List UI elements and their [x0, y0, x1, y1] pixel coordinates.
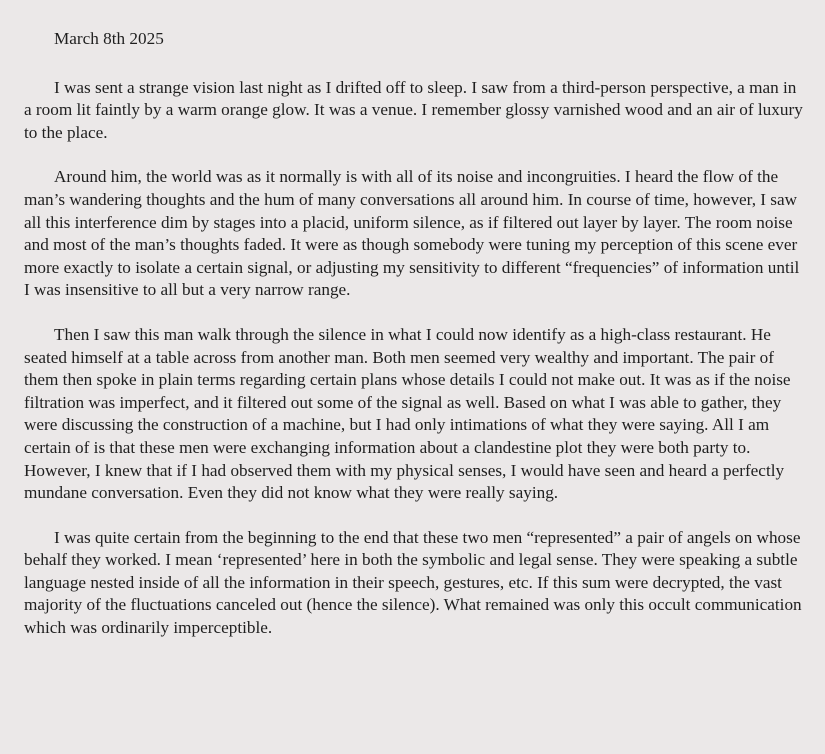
paragraph-3: Then I saw this man walk through the silence in what I could now identify as a high-class restaurant. He seated himself at a table across from another man. Both men seemed very wealthy and important. The pair of them then spoke in plain terms regarding certain plans whose details I could not make out. It was as if the noise filtration was imperfect, and it filtered out some of the signal as well. Based on what I was able to gather, they were discussing the construction of a machine, but I had only intimations of what they were saying. All I am certain of is that these men were exchanging information about a clandestine plot they were both party to. However, I knew that if I had observed them with my physical senses, I would have seen and heard a perfectly mundane conversation. Even they did not know what they were really saying.	[24, 324, 791, 503]
paragraph-4: I was quite certain from the beginning to the end that these two men “represented” a pair of angels on whose behalf they worked. I mean ‘represented’ here in both the symbolic and legal sense. They were speaking a subtle language nested inside of all the information in their speech, gestures, etc. If this sum were decrypted, the vast majority of the fluctuations canceled out (hence the silence). What remained was only this occult communication which was ordinarily imperceptible.	[24, 527, 802, 638]
paragraph-1: I was sent a strange vision last night as I drifted off to sleep. I saw from a third-person perspective, a man in a room lit faintly by a warm orange glow. It was a venue. I remember glossy varnished wood and an air of luxury to the place.	[24, 77, 803, 142]
paragraph-2: Around him, the world was as it normally is with all of its noise and incongruities. I heard the flow of the man’s wandering thoughts and the hum of many conversations all around him. In course of time, however, I saw all this interference dim by stages into a placid, uniform silence, as if filtered out layer by layer. The room noise and most of the man’s thoughts faded. It were as though somebody were tuning my perception of this scene ever more exactly to isolate a certain signal, or adjusting my sensitivity to different “frequencies” of information until I was insensitive to all but a very narrow range.	[24, 167, 800, 300]
entry-date: March 8th 2025	[54, 29, 164, 48]
